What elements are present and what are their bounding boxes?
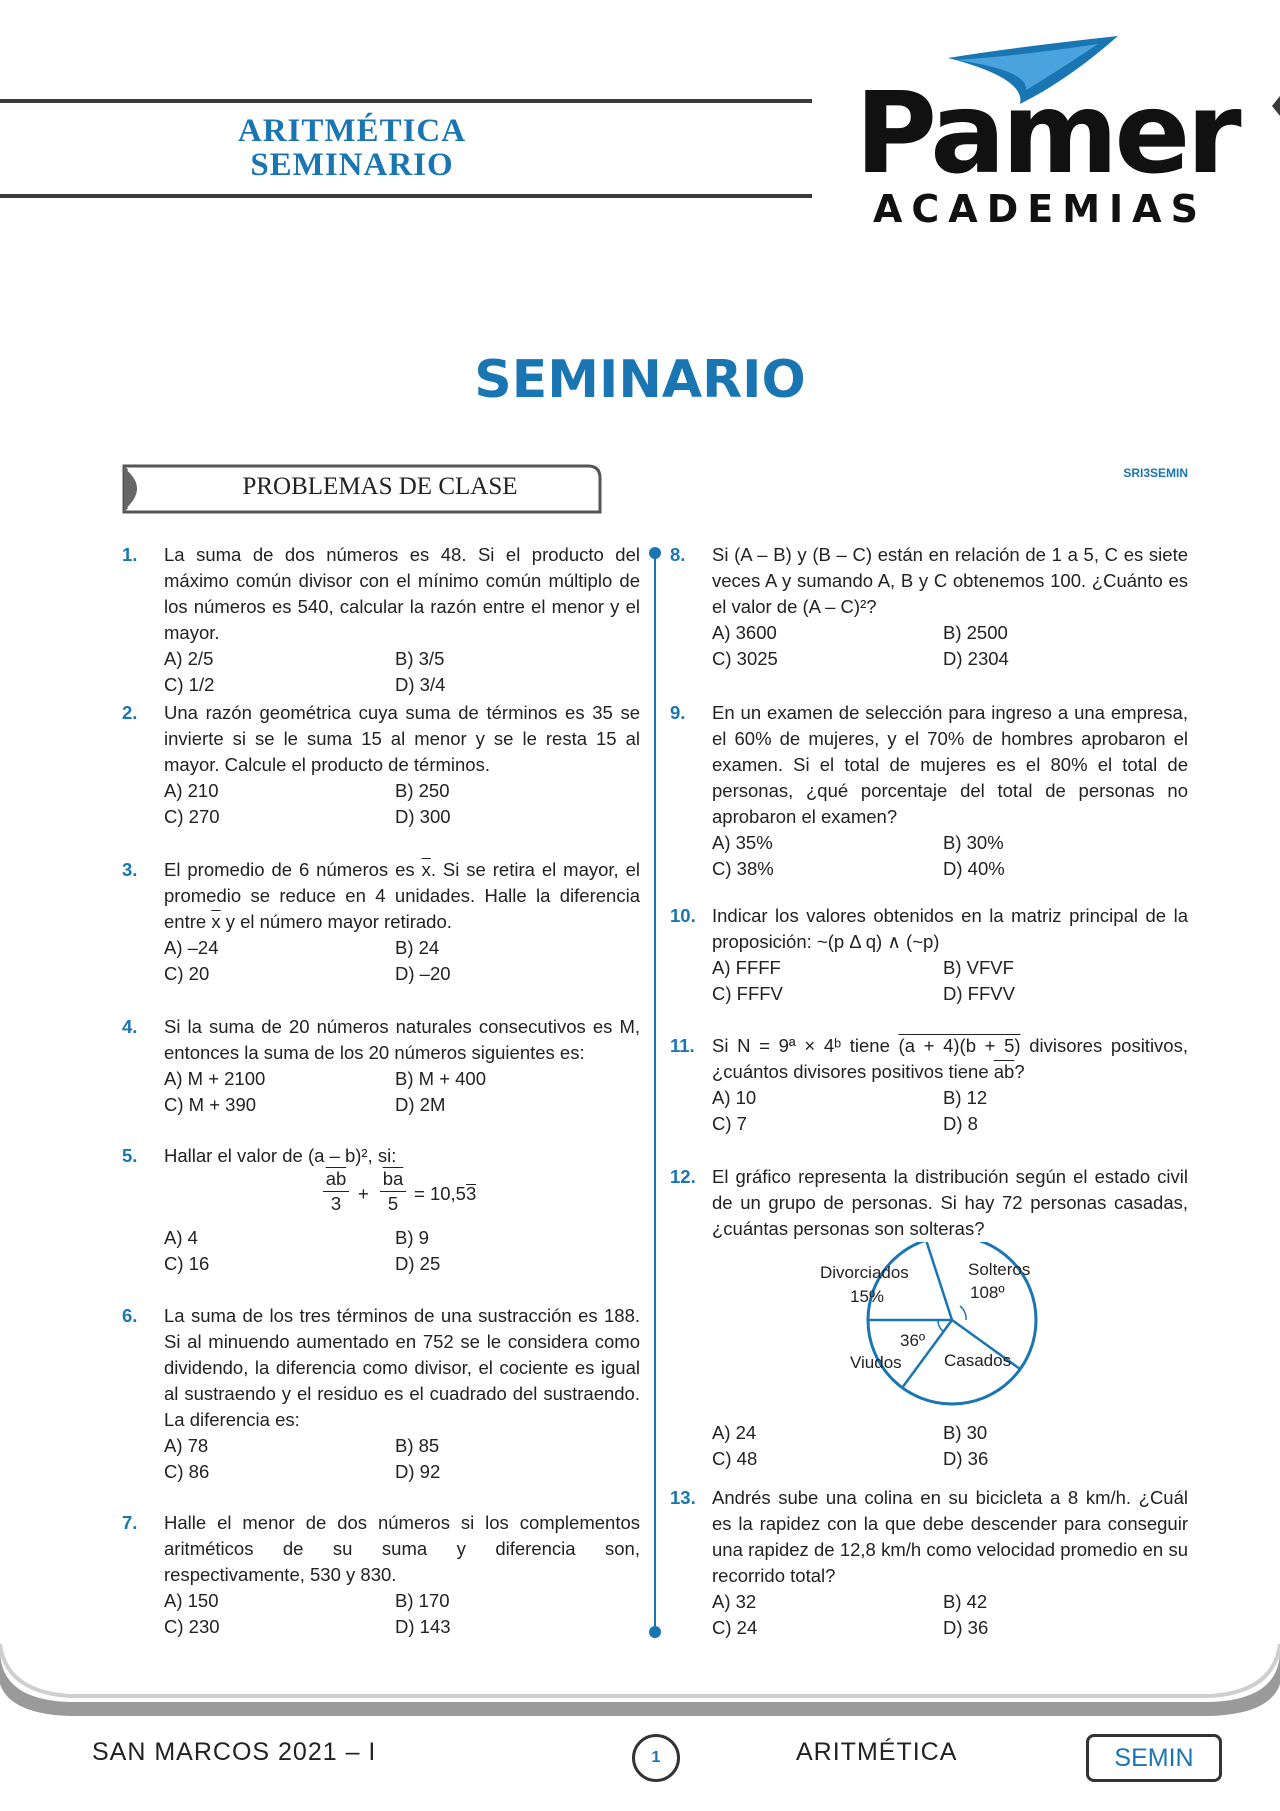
option-a: A) 2/5: [164, 648, 214, 669]
options: [164, 1433, 640, 1485]
overlined-number: (a + 4)(b + 5): [898, 1035, 1021, 1056]
option-b: B) 9: [395, 1227, 429, 1248]
option-a: A) –24: [164, 937, 219, 958]
option-b: B) M + 400: [395, 1068, 487, 1089]
fraction-ba-over-5: [380, 1167, 406, 1216]
option-d: D) 36: [943, 1448, 989, 1469]
question-text: El gráfico representa la distribución según el estado civil de un grupo de personas. Si hay 72 personas casadas, ¿cuántas personas son solteras?: [712, 1166, 1188, 1239]
question-text: Hallar el valor de (a – b)², si:: [164, 1145, 397, 1166]
question-text-part: ?: [1014, 1061, 1025, 1082]
option-b: B) 250: [395, 780, 450, 801]
option-a: A) 3600: [712, 622, 777, 643]
question-6: [122, 1303, 640, 1485]
question-text: Andrés sube una colina en su bicicleta a 8 km/h. ¿Cuál es la rapidez con la que debe descender para conseguir una rapidez de 12,8 km/h como velocidad promedio en su recorrido total?: [712, 1487, 1188, 1586]
pie-label-divorciados: Divorciados: [820, 1263, 909, 1282]
option-d: D) FFVV: [943, 983, 1015, 1004]
options: [712, 955, 1188, 1007]
question-text: La suma de dos números es 48. Si el producto del máximo común divisor con el mínimo común múltiplo de los números es 540, calcular la razón entre el menor y el mayor.: [164, 544, 640, 643]
header-rule-top: [0, 99, 812, 103]
option-a: A) 32: [712, 1591, 757, 1612]
option-d: D) 143: [395, 1616, 451, 1637]
options: [164, 1225, 640, 1277]
equation: [122, 1169, 640, 1221]
option-c: C) 20: [164, 963, 210, 984]
question-number: 6.: [122, 1305, 138, 1326]
option-a: A) 78: [164, 1435, 209, 1456]
xbar-symbol: $\overline{x}$: [421, 859, 431, 880]
pie-label-divorciados-pct: 15%: [850, 1287, 885, 1306]
section-tab: [122, 465, 598, 509]
option-c: C) 1/2: [164, 674, 215, 695]
frac-num: $\overline{ba}$: [382, 1168, 404, 1189]
plus-sign: +: [358, 1183, 369, 1204]
option-d: D) 8: [943, 1113, 978, 1134]
option-d: D) –20: [395, 963, 451, 984]
footer-subject: ARITMÉTICA: [796, 1738, 958, 1766]
option-a: A) 210: [164, 780, 219, 801]
option-d: D) 40%: [943, 858, 1005, 879]
question-text-part: . Si se retira el mayor, el promedio se reduce en 4 unidades. Halle la diferencia entre: [164, 859, 641, 932]
option-c: C) 48: [712, 1448, 758, 1469]
question-text: [712, 1033, 1188, 1085]
option-c: C) 86: [164, 1461, 210, 1482]
question-7: [122, 1510, 640, 1640]
question-13: [670, 1485, 1188, 1641]
question-text-part: El promedio de 6 números es: [164, 859, 422, 880]
section-tab-label: PROBLEMAS DE CLASE: [242, 473, 518, 500]
question-text: En un examen de selección para ingreso a una empresa, el 60% de mujeres, y el 70% de hombres aprobaron el examen. Si el total de mujeres es el 80% el total de personas, ¿qué porcentaje del total de personas no aprobaron el examen?: [712, 702, 1188, 827]
subject-subtitle: SEMINARIO: [250, 147, 454, 183]
pie-label-viudos: Viudos: [850, 1353, 902, 1372]
question-8: [670, 542, 1188, 672]
question-1: [122, 542, 640, 698]
option-d: D) 3/4: [395, 674, 446, 695]
option-b: B) 3/5: [395, 648, 445, 669]
question-10: [670, 903, 1188, 1007]
pie-divider: [926, 1242, 952, 1320]
option-b: B) 12: [943, 1087, 988, 1108]
angle-arc-solteros: [960, 1306, 966, 1320]
options: [164, 935, 640, 987]
question-text: La suma de los tres términos de una sustracción es 188. Si al minuendo aumentado en 752 se le considera como dividendo, la diferencia como divisor, el cociente es igual al sustraendo y el residuo es el cuadrado del sustraendo. La diferencia es:: [164, 1305, 640, 1430]
fraction-ab-over-3: [323, 1167, 349, 1216]
option-c: C) FFFV: [712, 983, 783, 1004]
options: [712, 1589, 1188, 1641]
options: [164, 646, 640, 698]
question-number: 1.: [122, 544, 138, 565]
option-b: B) 30: [943, 1422, 988, 1443]
repeating-digit: 3: [465, 1183, 477, 1204]
options: [164, 1066, 640, 1118]
option-c: C) 270: [164, 806, 220, 827]
overlined-number: $\overline{ab}$: [993, 1061, 1015, 1082]
question-number: 11.: [670, 1035, 695, 1056]
option-c: C) 38%: [712, 858, 774, 879]
option-d: D) 36: [943, 1617, 989, 1638]
question-3: [122, 857, 640, 987]
question-4: [122, 1014, 640, 1118]
frac-num: $\overline{ab}$: [325, 1168, 347, 1189]
option-d: D) 300: [395, 806, 451, 827]
divider-dot-bottom: [649, 1626, 661, 1638]
question-number: 4.: [122, 1016, 138, 1037]
pie-label-casados: Casados: [944, 1351, 1012, 1370]
option-c: C) 230: [164, 1616, 220, 1637]
question-text: Una razón geométrica cuya suma de términos es 35 se invierte si se le suma 15 al menor y se le resta 15 al mayor. Calcule el producto de términos.: [164, 702, 640, 775]
option-a: A) 150: [164, 1590, 219, 1611]
header-subject: [212, 114, 492, 182]
option-b: B) 2500: [943, 622, 1008, 643]
option-d: D) 92: [395, 1461, 441, 1482]
pie-label-viudos-deg: 36º: [900, 1331, 926, 1350]
options: [712, 620, 1188, 672]
options: [712, 1420, 1188, 1472]
question-5: [122, 1143, 640, 1277]
option-d: D) 2304: [943, 648, 1009, 669]
question-number: 7.: [122, 1512, 138, 1533]
question-text: Si la suma de 20 números naturales consecutivos es M, entonces la suma de los 20 números siguientes es:: [164, 1016, 640, 1063]
frac-den: 3: [323, 1191, 349, 1216]
footer-exam-label: SAN MARCOS 2021 – I: [92, 1738, 377, 1766]
option-a: A) M + 2100: [164, 1068, 266, 1089]
question-text-part: y el número mayor retirado.: [220, 911, 452, 932]
logo-subtitle: ACADEMIAS: [873, 187, 1207, 231]
question-number: 12.: [670, 1166, 696, 1187]
header-rule-bottom: [0, 194, 812, 198]
question-12: [670, 1164, 1188, 1472]
option-c: C) 24: [712, 1617, 758, 1638]
question-number: 13.: [670, 1487, 696, 1508]
question-number: 3.: [122, 859, 138, 880]
option-c: C) 16: [164, 1253, 210, 1274]
option-a: A) FFFF: [712, 957, 781, 978]
option-b: B) 170: [395, 1590, 450, 1611]
question-text-part: Si N = 9ª × 4ᵇ tiene: [712, 1035, 899, 1056]
question-9: [670, 700, 1188, 882]
option-a: A) 10: [712, 1087, 757, 1108]
frac-den: 5: [380, 1191, 406, 1216]
option-d: D) 25: [395, 1253, 441, 1274]
equation-rhs: [414, 1181, 476, 1207]
right-edge-arrow-icon: [1272, 96, 1280, 116]
option-b: B) VFVF: [943, 957, 1014, 978]
footer-arc-decoration: [0, 1640, 1280, 1730]
question-text: Si (A – B) y (B – C) están en relación de 1 a 5, C es siete veces A y sumando A, B y C obtenemos 100. ¿Cuánto es el valor de (A – C)²?: [712, 544, 1188, 617]
option-c: C) 7: [712, 1113, 747, 1134]
option-b: B) 30%: [943, 832, 1004, 853]
logo-word: Pamer: [855, 69, 1238, 199]
xbar-symbol: $\overline{x}$: [211, 911, 221, 932]
pie-chart: [670, 1242, 1188, 1416]
question-text: Indicar los valores obtenidos en la matriz principal de la proposición: ~(p Δ q) ∧ (~p): [712, 905, 1188, 952]
question-2: [122, 700, 640, 830]
options: [712, 1085, 1188, 1137]
footer-code-box: SEMIN: [1086, 1734, 1222, 1782]
column-divider: [654, 552, 656, 1634]
option-d: D) 2M: [395, 1094, 446, 1115]
option-c: C) M + 390: [164, 1094, 257, 1115]
document-code: SRI3SEMIN: [1123, 466, 1188, 480]
question-text: Halle el menor de dos números si los complementos aritméticos de su suma y diferencia son, respectivamente, 530 y 830.: [164, 1512, 640, 1585]
options: [164, 778, 640, 830]
option-b: B) 85: [395, 1435, 440, 1456]
pie-label-solteros: Solteros: [968, 1260, 1031, 1279]
question-number: 9.: [670, 702, 686, 723]
question-number: 10.: [670, 905, 696, 926]
option-a: A) 24: [712, 1422, 757, 1443]
option-a: A) 35%: [712, 832, 773, 853]
option-b: B) 24: [395, 937, 440, 958]
pie-label-solteros-deg: 108º: [970, 1283, 1005, 1302]
subject-name: ARITMÉTICA: [237, 113, 467, 149]
question-11: [670, 1033, 1188, 1137]
page-number: 1: [632, 1734, 680, 1782]
question-text-part: divisores positivos, ¿cuántos divisores positivos tiene: [712, 1035, 1188, 1082]
option-c: C) 3025: [712, 648, 778, 669]
question-number: 5.: [122, 1145, 138, 1166]
rhs-value: = 10,5: [414, 1183, 466, 1204]
question-number: 8.: [670, 544, 686, 565]
option-b: B) 42: [943, 1591, 988, 1612]
question-text: [164, 857, 640, 935]
question-number: 2.: [122, 702, 138, 723]
page-title: SEMINARIO: [474, 350, 806, 410]
divider-dot-top: [649, 547, 661, 559]
options: [712, 830, 1188, 882]
option-a: A) 4: [164, 1227, 198, 1248]
options: [164, 1588, 640, 1640]
